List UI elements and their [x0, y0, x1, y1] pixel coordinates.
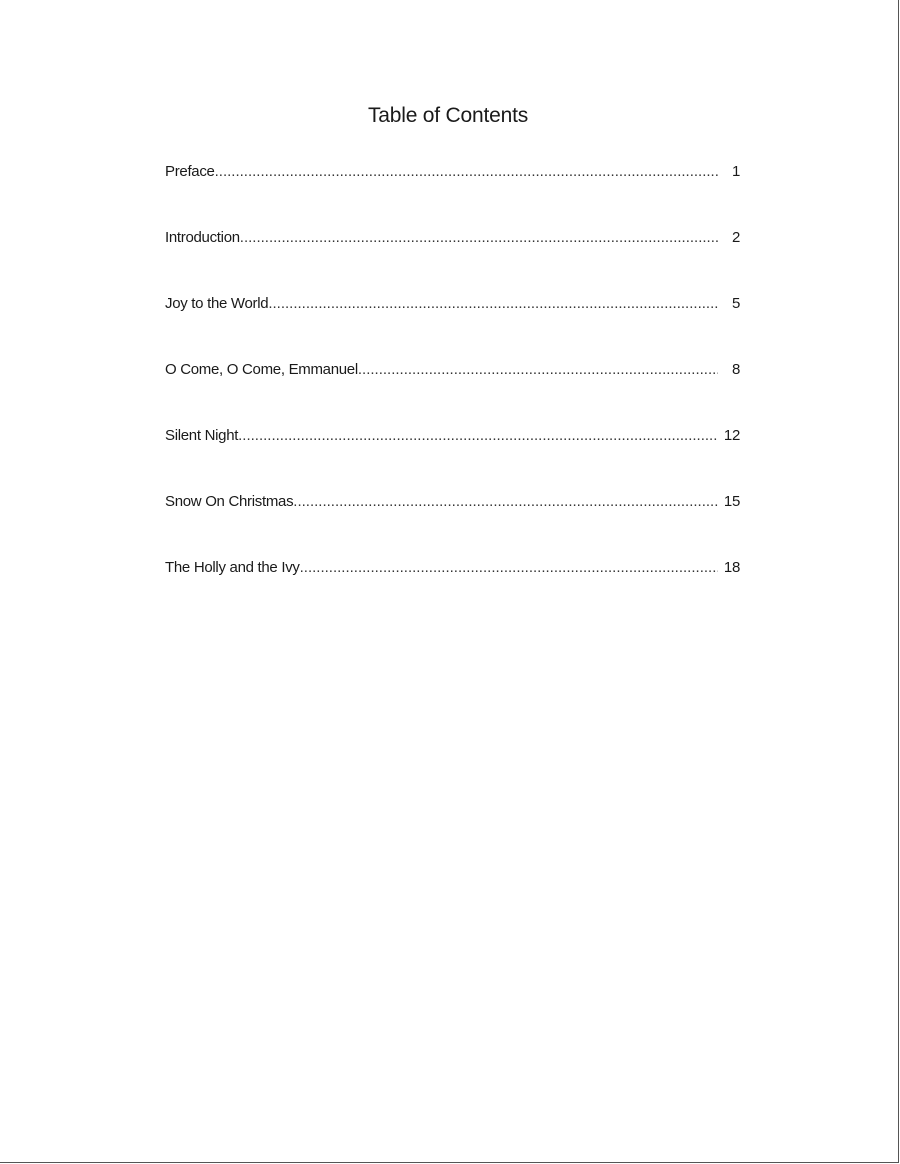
page-title: Table of Contents: [367, 104, 529, 127]
toc-entry-label: Snow On Christmas: [165, 493, 294, 510]
toc-entry-label: Introduction: [165, 229, 240, 246]
toc-entry-label: Silent Night: [165, 427, 239, 444]
dot-leader: [268, 294, 718, 314]
toc-entry-page-number: 18: [723, 559, 740, 576]
toc-entry-o-come-emmanuel: [165, 360, 740, 426]
dot-leader: [358, 360, 718, 380]
toc-entry-page-number: 2: [731, 229, 740, 246]
toc-entry-joy-to-the-world: [165, 294, 740, 360]
toc-entry-introduction: [165, 228, 740, 294]
toc-entry-label: Preface: [165, 163, 215, 180]
toc-entry-the-holly-and-the-ivy: [165, 558, 740, 624]
dot-leader: [240, 228, 718, 248]
toc-entry-snow-on-christmas: [165, 492, 740, 558]
toc-entry-page-number: 15: [723, 493, 740, 510]
dot-leader: [293, 492, 718, 512]
toc-entry-label: The Holly and the Ivy: [165, 559, 300, 576]
toc-entry-preface: [165, 162, 740, 228]
toc-list: [165, 162, 740, 624]
toc-entry-label: O Come, O Come, Emmanuel: [165, 361, 358, 378]
toc-entry-page-number: 5: [731, 295, 740, 312]
dot-leader: [300, 558, 718, 578]
toc-entry-page-number: 1: [731, 163, 740, 180]
toc-entry-page-number: 8: [731, 361, 740, 378]
toc-entry-silent-night: [165, 426, 740, 492]
dot-leader: [238, 426, 718, 446]
toc-entry-page-number: 12: [723, 427, 740, 444]
toc-entry-label: Joy to the World: [165, 295, 269, 312]
dot-leader: [215, 162, 718, 182]
